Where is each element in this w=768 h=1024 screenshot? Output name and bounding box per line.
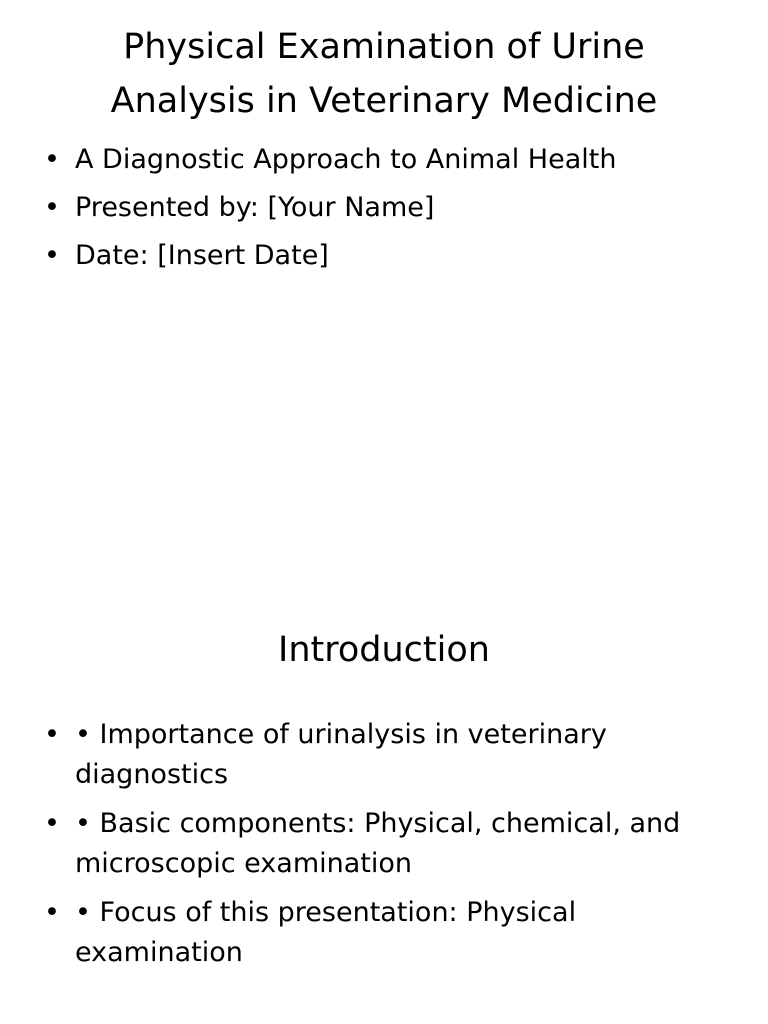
slide-introduction: [0, 512, 768, 1024]
bullet-list: [44, 715, 704, 982]
bullet-item: • Presented by: [Your Name]: [44, 187, 704, 229]
title-line-1: Physical Examination of Urine: [123, 27, 645, 67]
bullet-item: • A Diagnostic Approach to Animal Health: [44, 139, 704, 181]
bullet-item: • • Importance of urinalysis in veterinary diagnostics: [44, 715, 704, 795]
slide-title-heading: [40, 20, 728, 128]
bullet-list: [44, 139, 704, 283]
bullet-item: • • Basic components: Physical, chemical, and microscopic examination: [44, 804, 704, 884]
bullet-item: • • Focus of this presentation: Physical examination: [44, 893, 704, 973]
slide-heading: Introduction: [278, 630, 490, 670]
bullet-item: • Date: [Insert Date]: [44, 235, 704, 277]
title-line-2: Analysis in Veterinary Medicine: [110, 81, 658, 121]
